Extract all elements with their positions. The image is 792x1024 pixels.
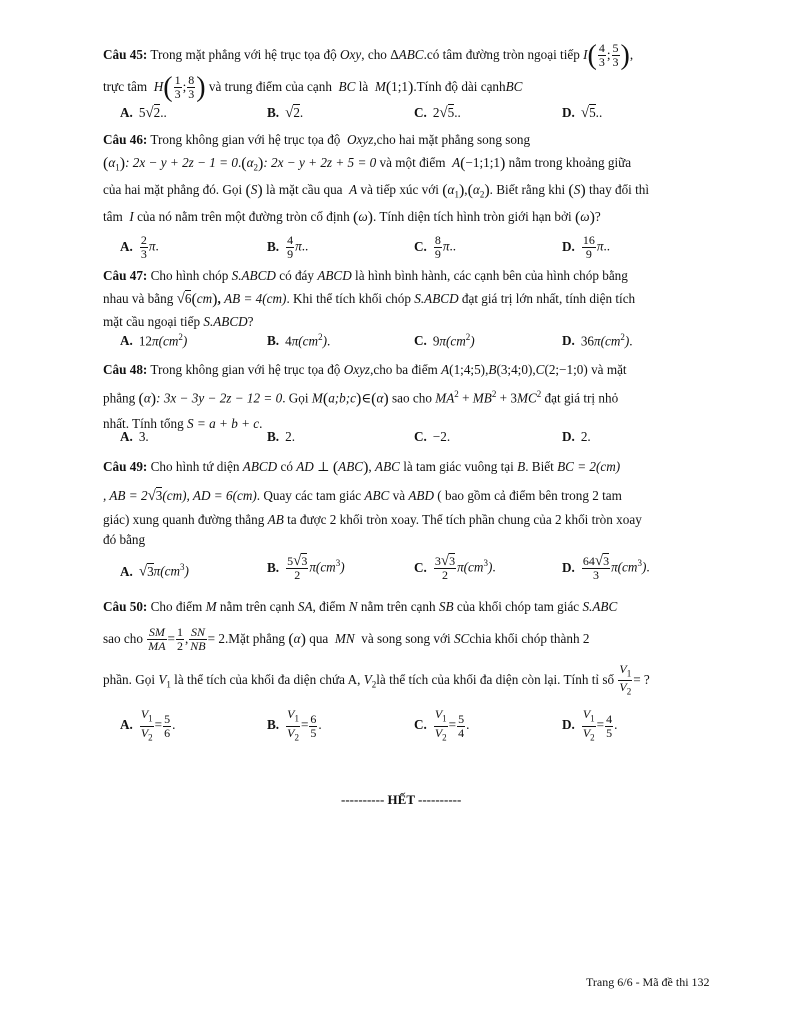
question-49: Câu 49: Cho hình tứ diện ABCD có AD ⊥ (ABC), ABC là tam giác vuông tại B. Biết BC = 2(cm) <box>103 459 621 477</box>
options-49: A. $√3\pi(cm^3)$ B. $\frac{5√3}{2}$ $\pi(cm^3)$ C. $\frac{3√3}{2}$ $\pi(cm^3)$. D. $\frac{64√3}{3}$ $\pi(cm^3)$. <box>120 553 650 583</box>
option-a: A. <box>120 717 133 733</box>
question-47: Câu 47: Cho hình chóp S.ABCD có đáy ABCD là hình bình hành, các cạnh bên của hình chóp bằng <box>103 268 628 284</box>
option-a: A. <box>120 429 133 445</box>
option-a: A. <box>120 105 133 120</box>
question-label: Câu 45: <box>103 47 148 62</box>
option-b: B. <box>267 105 280 120</box>
option-b: B. <box>267 717 280 733</box>
option-b: B. <box>267 559 280 575</box>
question-label: Câu 50: <box>103 599 148 615</box>
option-c: C. <box>414 333 427 349</box>
question-label: Câu 48: <box>103 361 148 377</box>
options-46: A. $\frac{2}{3}$ π. B. $\frac{4}{9}$ π.. C. $\frac{8}{9}$ π.. D. $\frac{16}{9}$ π.. <box>120 233 611 262</box>
option-b: B. <box>267 333 280 349</box>
options-50: A. $\frac{V_1}{V_2}$ = $\frac{5}{6}$ . B. $\frac{V_1}{V_2}$ = $\frac{6}{5}$ . C. $\frac{V_1}{V_2}$ = $\frac{5}{4}$ . D. $\frac{V_1}{V_2}$ = $\frac{4}{5}$ . <box>120 707 618 743</box>
option-d: D. <box>562 333 575 349</box>
options-47: A. $12\pi(cm^2)$ B. $4\pi(cm^2)$. C. $9\pi(cm^2)$ D. $36\pi(cm^2)$. <box>120 331 633 349</box>
option-a: A. <box>120 238 133 254</box>
option-d: D. <box>562 429 575 445</box>
options-48: A. 3. B. 2. C. −2. D. 2. <box>120 429 591 445</box>
option-c: C. <box>414 559 427 575</box>
option-c: C. <box>414 717 427 733</box>
option-a: A. <box>120 333 133 349</box>
option-b: B. <box>267 238 280 254</box>
option-c: C. <box>414 238 427 254</box>
question-label: Câu 49: <box>103 459 148 475</box>
option-c: C. <box>414 105 427 120</box>
question-label: Câu 46: <box>103 132 148 147</box>
option-d: D. <box>562 105 575 120</box>
exam-page: Câu 45: Trong mặt phẳng với hệ trục tọa độ Oxy, cho ΔABC.có tâm đường tròn ngoại tiếp I( $\frac{4}{3}$ ; $\frac{5}{3}$ ), trực tâm H( $\frac{1}{3}$ ; $\frac{8}{3}$ ) và trung điểm của cạnh BC là M(1;1).Tính độ dài cạnhBC A. 5√2.. B. √2. C. 2√5.. D. √5.. Câu 46: Trong không gian với hệ trục tọa độ Oxyz,cho hai mặt phẳng song song $(\alpha_1)$: $2x - y + 2z - 1 = 0.(\alpha_2)$: 2x − y + 2z + 5 = 0 và một điểm A(−1;1;1) nằm trong khoảng giữa của hai mặt phẳng đó. Gọi (S) là mặt cầu qua A và tiếp xúc với $(\alpha_1),(\alpha_2)$. Biết rằng khi (S) thay đổi thì tâm I của nó nằm trên một đường tròn cố định (ω). Tính diện tích hình tròn giới hạn bởi (ω)? A. $\frac{2}{3}$ π. B. $\frac{4}{9}$ π.. C. $\frac{8}{9}$ π.. D. $\frac{16}{9}$ π.. Câu 47: Cho hình chóp S.ABCD có đáy ABCD là hình bình hành, các cạnh bên của hình chóp bằng nhau và bằng √6(cm), AB = 4(cm). Khi thể tích khối chóp S.ABCD đạt giá trị lớn nhất, tính diện tích mặt cầu ngoại tiếp S.ABCD? A. $12\pi(cm^2)$ B. $4\pi(cm^2)$. C. $9\pi(cm^2)$ D. $36\pi(cm^2)$. Câu 48: Trong không gian với hệ trục tọa độ Oxyz,cho ba điểm A(1;4;5),B(3;4;0),C(2;−1;0) và mặt phẳng (α): 3x − 3y − 2z − 12 = 0. Gọi M(a;b;c)∈(α) sao cho $MA^2 + MB^2 + 3MC^2$ đạt giá trị nhỏ nhất. Tính tổng S = a + b + c. A. 3. B. 2. C. −2. D. 2. Câu 49: Cho hình tứ diện ABCD có AD ⊥ (ABC), ABC là tam giác vuông tại B. Biết BC = 2(cm) , AB = 2√3(cm), AD = 6(cm). Quay các tam giác ABC và ABD ( bao gồm cả điểm bên trong 2 tam giác) xung quanh đường thẳng AB ta được 2 khối tròn xoay. Thể tích phần chung của 2 khối tròn xoay đó bằng A. $√3\pi(cm^3)$ B. $\frac{5√3}{2}$ $\pi(cm^3)$ C. $\frac{3√3}{2}$ $\pi(cm^3)$. D. $\frac{64√3}{3}$ $\pi(cm^3)$. Câu 50: Cho điểm M nằm trên cạnh SA, điểm N nằm trên cạnh SB của khối chóp tam giác S.ABC sao cho $\frac{SM}{MA}$ = $\frac{1}{2}$ , $\frac{SN}{NB}$ = 2.Mặt phẳng (α) qua MN và song song với SCchia khối chóp thành 2 phần. Gọi $V_1$ là thể tích của khối đa diện chứa A, $V_2là$ thể tích của khối đa diện còn lại. Tính tỉ số $\frac{V_1}{V_2}$ = ? A. $\frac{V_1}{V_2}$ = $\frac{5}{6}$ . B. $\frac{V_1}{V_2}$ = $\frac{6}{5}$ . C. $\frac{V_1}{V_2}$ = $\frac{5}{4}$ . D. $\frac{V_1}{V_2}$ = $\frac{4}{5}$ . <box>103 40 721 750</box>
option-b: B. <box>267 429 280 445</box>
option-d: D. <box>562 717 575 733</box>
question-48: Câu 48: Trong không gian với hệ trục tọa độ Oxyz,cho ba điểm A(1;4;5),B(3;4;0),C(2;−1;0) và mặt <box>103 361 627 377</box>
page-footer: Trang 6/6 - Mã đề thi 132 <box>586 975 710 989</box>
question-50: Câu 50: Cho điểm M nằm trên cạnh SA, điểm N nằm trên cạnh SB của khối chóp tam giác S.ABC <box>103 599 618 615</box>
end-marker: ---------- HẾT ---------- <box>341 792 462 807</box>
question-45: Câu 45: Trong mặt phẳng với hệ trục tọa độ Oxy, cho ΔABC.có tâm đường tròn ngoại tiếp I( $\frac{4}{3}$ ; $\frac{5}{3}$ ), <box>103 39 634 71</box>
options-45: A. 5√2.. B. √2. C. 2√5.. D. √5.. <box>120 105 603 121</box>
option-c: C. <box>414 429 427 445</box>
option-a: A. <box>120 563 133 579</box>
question-label: Câu 47: <box>103 268 148 284</box>
question-46: Câu 46: Trong không gian với hệ trục tọa độ Oxyz,cho hai mặt phẳng song song <box>103 132 531 147</box>
option-d: D. <box>562 559 575 575</box>
option-d: D. <box>562 238 575 254</box>
